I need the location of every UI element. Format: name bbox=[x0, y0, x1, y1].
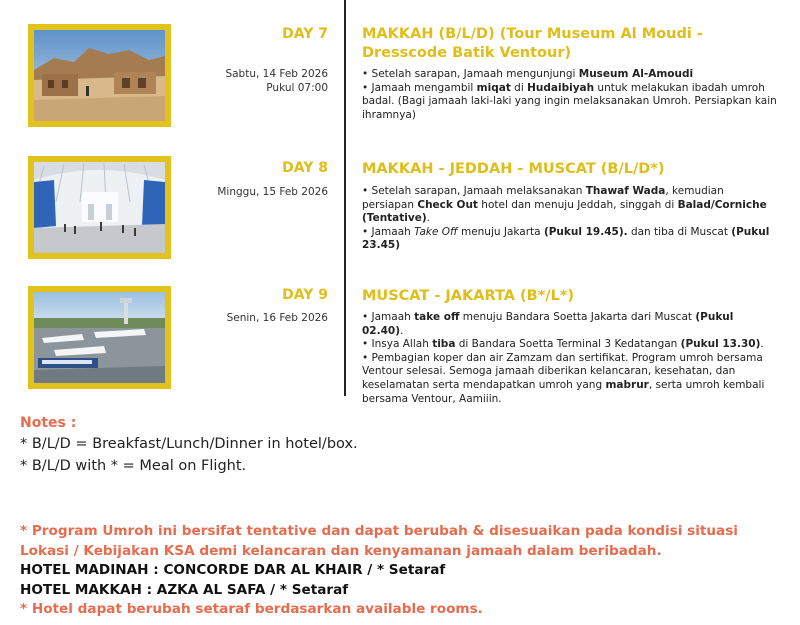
day-7-description bbox=[362, 68, 777, 122]
airport-terminal-photo-image bbox=[34, 162, 165, 253]
day-7-time-text: Pukul 07:00 bbox=[266, 81, 328, 94]
day-9-description bbox=[362, 311, 777, 406]
day-7-bullet-1: • Setelah sarapan, Jamaah mengunjungi Museum Al-Amoudi bbox=[362, 68, 694, 80]
day-8-bullet-2: • Jamaah Take Off menuju Jakarta (Pukul 19.45). dan tiba di Muscat (Pukul 23.45) bbox=[362, 225, 770, 252]
airport-apron-photo-image bbox=[34, 292, 165, 383]
day-8-date bbox=[217, 186, 328, 200]
day-9-bullet-1: • Jamaah take off menuju Bandara Soetta Jakarta dari Muscat (Pukul 02.40). bbox=[362, 311, 734, 337]
day-9-date bbox=[227, 312, 328, 326]
day-7-label: DAY 7 bbox=[282, 26, 328, 42]
day-9-label: DAY 9 bbox=[282, 287, 328, 303]
day-9-title bbox=[362, 287, 772, 306]
note-line-1: * B/L/D = Breakfast/Lunch/Dinner in hotel/box. bbox=[20, 436, 358, 452]
hotel-note: * Hotel dapat berubah setaraf berdasarkan available rooms. bbox=[20, 601, 483, 617]
program-disclaimer: * Program Umroh ini bersifat tentative dan dapat berubah & disesuaikan pada kondisi situasi Lokasi / Kebijakan KSA demi kelancaran dan kenyamanan jamaah dalam beribadah. bbox=[20, 523, 738, 559]
notes-heading: Notes : bbox=[20, 415, 77, 431]
hotel-makkah: HOTEL MAKKAH : AZKA AL SAFA / * Setaraf bbox=[20, 581, 349, 598]
day-7-date-text: Sabtu, 14 Feb 2026 bbox=[225, 68, 328, 80]
day-7-date bbox=[225, 68, 328, 95]
day-9-bullet-3: • Pembagian koper dan air Zamzam dan sertifikat. Program umroh bersama Ventour selesai. Semoga jamaah diberikan kelancaran, kesehatan, dan keselamatan serta mendapatkan umroh yang mabrur, serta umroh kembali bersama Ventour, Aamiiin. bbox=[362, 351, 765, 405]
day-7-bullet-2: • Jamaah mengambil miqat di Hudaibiyah untuk melakukan ibadah umroh badal. (Bagi jamaah laki-laki yang ingin melaksanakan Umroh. Persiapkan kain ihramnya) bbox=[362, 81, 777, 121]
day-8-description bbox=[362, 185, 777, 253]
day-9-title-line1: MUSCAT - JAKARTA (B*/L*) bbox=[362, 288, 575, 304]
day-9-date-text: Senin, 16 Feb 2026 bbox=[226, 312, 328, 324]
day-8-title bbox=[362, 160, 772, 179]
hotel-madinah: HOTEL MADINAH : CONCORDE DAR AL KHAIR / * Setaraf bbox=[20, 562, 446, 578]
timeline-divider bbox=[344, 0, 346, 396]
museum-photo bbox=[28, 24, 171, 127]
day-7-title bbox=[362, 25, 772, 63]
day-9-bullet-2: • Insya Allah tiba di Bandara Soetta Terminal 3 Kedatangan (Pukul 13.30). bbox=[362, 338, 764, 351]
day-8-date-text: Minggu, 15 Feb 2026 bbox=[217, 186, 328, 198]
footer-info bbox=[20, 522, 790, 620]
museum-photo-image bbox=[34, 30, 165, 121]
day-8-title-line1: MAKKAH - JEDDAH - MUSCAT (B/L/D*) bbox=[362, 161, 665, 177]
day-8-bullet-1: • Setelah sarapan, Jamaah melaksanakan Thawaf Wada, kemudian persiapan Check Out hotel dan menuju Jeddah, singgah di Balad/Corniche (Tentative). bbox=[362, 185, 767, 225]
note-line-2: * B/L/D with * = Meal on Flight. bbox=[20, 458, 247, 474]
airport-terminal-photo bbox=[28, 156, 171, 259]
day-7-title-line2: Dresscode Batik Ventour) bbox=[362, 45, 572, 61]
day-7-title-line1: MAKKAH (B/L/D) (Tour Museum Al Moudi - bbox=[362, 26, 703, 42]
day-8-label: DAY 8 bbox=[282, 160, 328, 176]
airport-apron-photo bbox=[28, 286, 171, 389]
